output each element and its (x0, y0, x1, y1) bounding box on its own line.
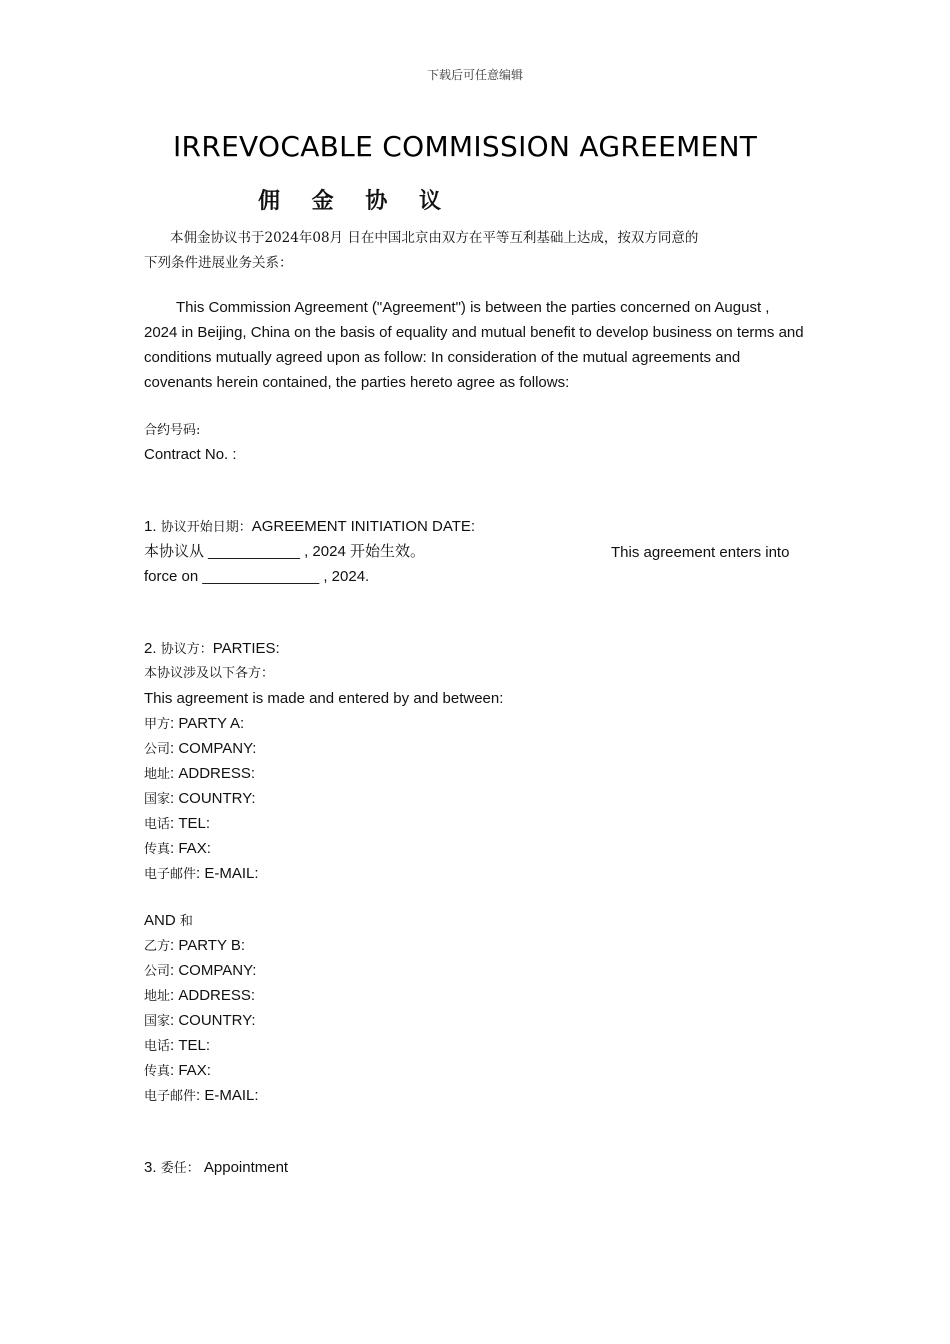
party-b-company-en: : COMPANY: (170, 962, 257, 979)
party-a-fax (144, 836, 211, 862)
party-b-label-cn: 乙方 (144, 939, 171, 954)
contract-no-cn: 合约号码: (144, 423, 201, 438)
party-a-company (144, 736, 256, 762)
party-a-country-en: : COUNTRY: (170, 790, 256, 807)
party-a-label-en: : PARTY A: (170, 715, 245, 732)
section1-en-right: This agreement enters into (611, 544, 790, 561)
section2-heading-en: PARTIES: (212, 640, 280, 657)
party-a-label (144, 711, 244, 737)
section3-heading-cn: 委任： (160, 1161, 200, 1176)
section2-number: 2. (144, 640, 161, 657)
party-b-fax-cn: 传真 (144, 1064, 171, 1079)
party-b-tel-cn: 电话 (144, 1039, 171, 1054)
party-b-country-en: : COUNTRY: (170, 1012, 256, 1029)
section2-heading (144, 636, 280, 662)
party-a-fax-cn: 传真 (144, 842, 171, 857)
party-b-fax-en: : FAX: (170, 1062, 211, 1079)
section2-heading-cn: 协议方： (160, 642, 213, 657)
and-cn: 和 (179, 914, 193, 929)
document-title-cn: 佣 金 协 议 (258, 188, 453, 214)
party-b-email-en: : E-MAIL: (196, 1087, 259, 1104)
party-b-company-cn: 公司 (144, 964, 171, 979)
party-b-address-en: : ADDRESS: (170, 987, 256, 1004)
party-a-email-en: : E-MAIL: (196, 865, 259, 882)
section3-number: 3. (144, 1159, 161, 1176)
party-b-email (144, 1083, 259, 1109)
section1-heading-en: AGREEMENT INITIATION DATE: (251, 518, 476, 535)
party-b-address (144, 983, 255, 1009)
intro-cn-line2: 下列条件进展业务关系： (144, 255, 293, 271)
section1-heading (144, 514, 475, 540)
party-a-address-en: : ADDRESS: (170, 765, 256, 782)
party-b-label-en: : PARTY B: (170, 937, 246, 954)
party-a-tel-cn: 电话 (144, 817, 171, 832)
party-b-tel-en: : TEL: (170, 1037, 211, 1054)
party-b-tel (144, 1033, 210, 1059)
section1-heading-cn: 协议开始日期： (160, 520, 252, 535)
party-a-country-cn: 国家 (144, 792, 171, 807)
party-a-company-cn: 公司 (144, 742, 171, 757)
party-b-fax (144, 1058, 211, 1084)
party-a-tel-en: : TEL: (170, 815, 211, 832)
contract-no-en: Contract No. : (144, 446, 237, 463)
party-a-fax-en: : FAX: (170, 840, 211, 857)
party-b-label (144, 933, 245, 959)
intro-en-paragraph: This Commission Agreement ("Agreement") is between the parties concerned on August , 2024 in Beijing, China on the basis of equality and mutual benefit to develop business on terms and conditions mutually agreed upon as follow: In consideration of the mutual agreements and covenants herein contained, the parties hereto agree as follows: (144, 299, 804, 391)
and-separator (144, 908, 193, 934)
intro-cn-line1: 本佣金协议书于2024年08月 日在中国北京由双方在平等互利基础上达成，按双方同意的 (170, 230, 699, 246)
and-en: AND (144, 912, 180, 929)
party-a-email (144, 861, 259, 887)
section1-en-line2: force on ______________ , 2024. (144, 568, 370, 585)
party-a-tel (144, 811, 210, 837)
party-a-label-cn: 甲方 (144, 717, 171, 732)
party-a-email-cn: 电子邮件 (144, 867, 197, 882)
section3-heading-en: Appointment (203, 1159, 289, 1176)
party-b-address-cn: 地址 (144, 989, 171, 1004)
party-b-country-cn: 国家 (144, 1014, 171, 1029)
party-b-country (144, 1008, 256, 1034)
document-title: IRREVOCABLE COMMISSION AGREEMENT (173, 130, 758, 163)
page-header-note: 下载后可任意编辑 (426, 68, 523, 82)
section3-heading (144, 1155, 288, 1181)
party-b-email-cn: 电子邮件 (144, 1089, 197, 1104)
section1-cn-line: 本协议从 ___________ , 2024 开始生效。 (144, 543, 425, 560)
party-a-address (144, 761, 255, 787)
party-a-company-en: : COMPANY: (170, 740, 257, 757)
party-b-company (144, 958, 256, 984)
party-a-country (144, 786, 256, 812)
section2-en-sub: This agreement is made and entered by and between: (144, 690, 504, 707)
section2-cn-sub: 本协议涉及以下各方： (144, 666, 275, 681)
party-a-address-cn: 地址 (144, 767, 171, 782)
section1-number: 1. (144, 518, 161, 535)
